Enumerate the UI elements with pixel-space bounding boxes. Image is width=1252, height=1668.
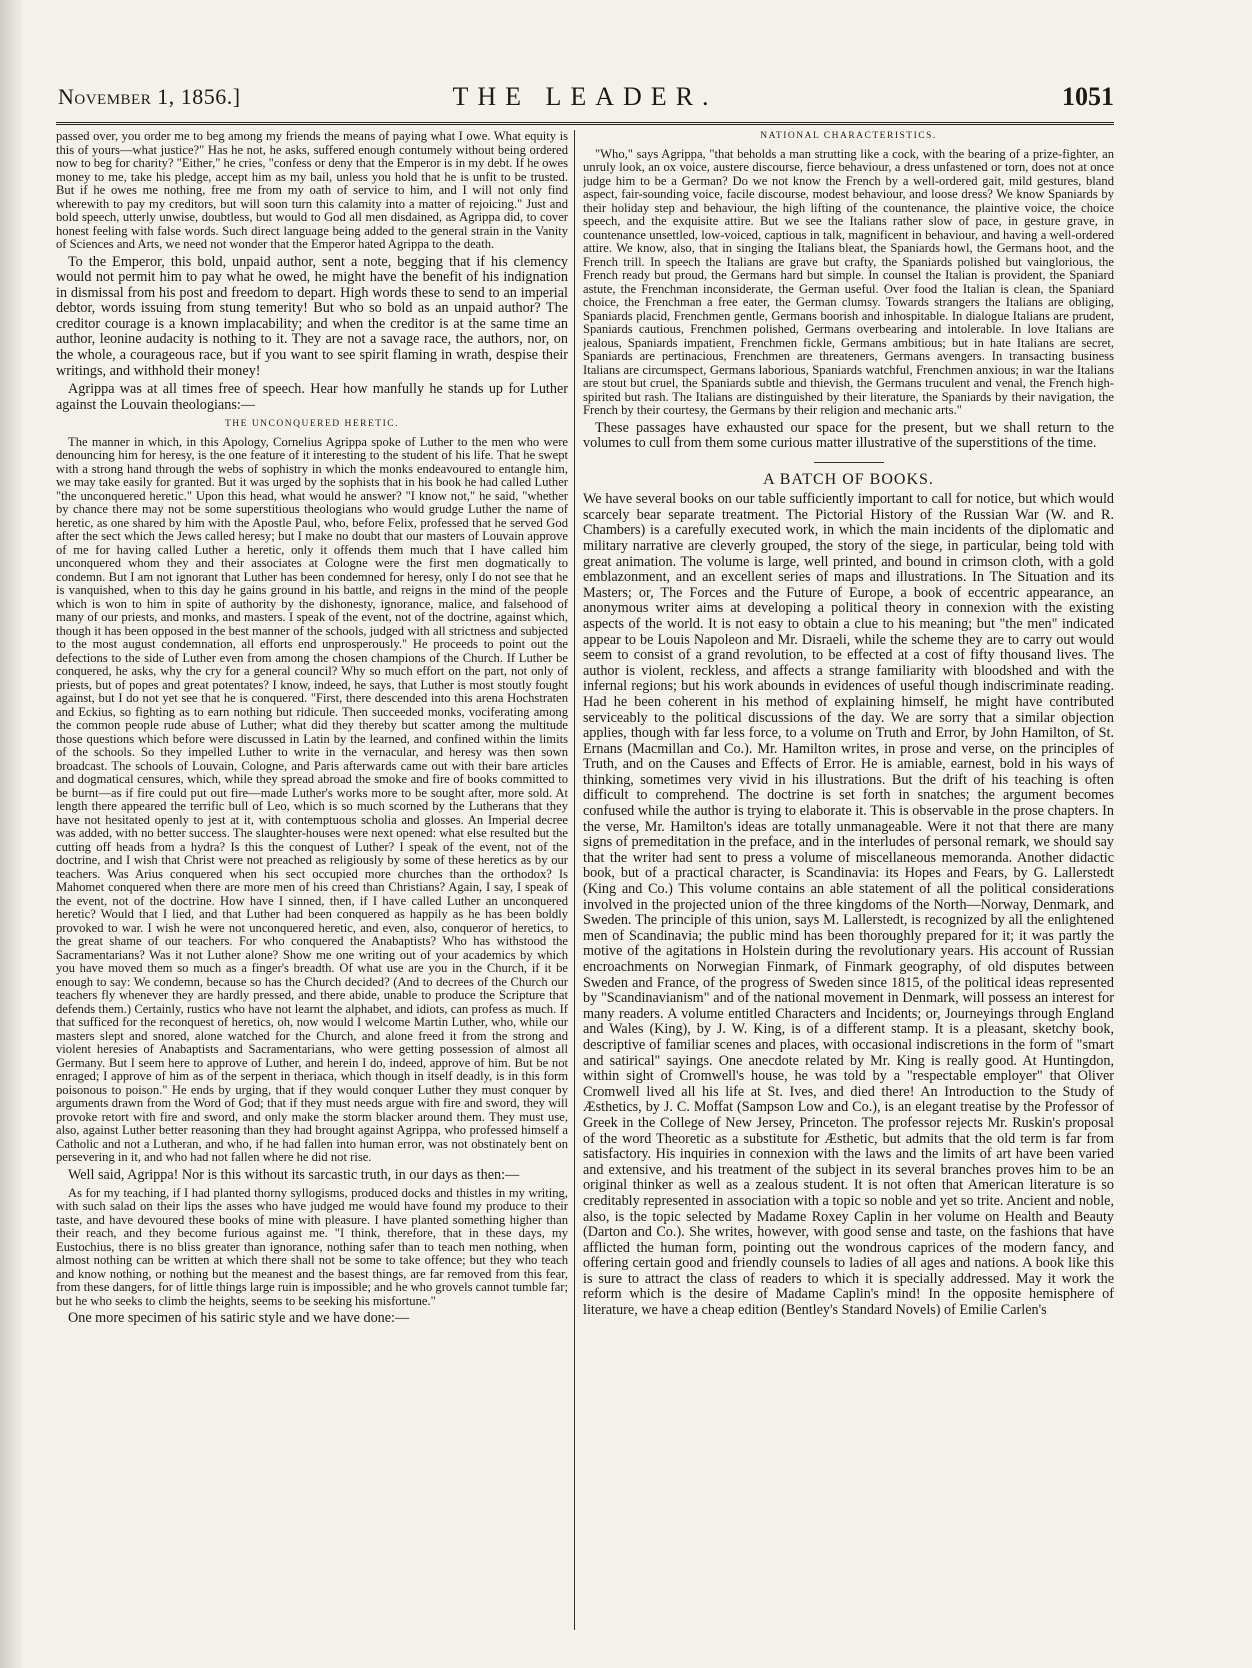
page-number: 1051 (1062, 82, 1114, 111)
paragraph: passed over, you order me to beg among my friends the means of paying what I owe. What equity is this of yours—what justice?" Has he not, he asks, suffered enough contumely without being ordered now to beg for charity? "Either," he cries, "confess or deny that the Emperor is in my debt. If he owes money to me, take his pledge, accept him as my bail, unless you hold that he is unfit to be trusted. But if he owes me nothing, free me from my oath of service to him, and I will not only find wherewith to pay my creditors, but will soon turn this calamity into a matter of rejoicing." Just and bold speech, utterly unwise, doubtless, but would to God all men disdained, as Agrippa did, to cover honest feeling with false words. Such direct language being added to the general strain in the Vanity of Sciences and Arts, we need not wonder that the Emperor hated Agrippa to the death. (56, 130, 568, 251)
subheading: THE UNCONQUERED HERETIC. (224, 419, 399, 430)
section-divider (814, 462, 884, 463)
right-column (583, 130, 1114, 1630)
paragraph: "Who," says Agrippa, "that beholds a man strutting like a cock, with the bearing of a prize-fighter, an unruly look, an ox voice, austere discourse, fierce behaviour, a dress unfastened or torn, does not at once judge him to be a German? Do we not know the French by a well-ordered gait, mild gestures, bland aspect, fair-sounding voice, facile discourse, modest behaviour, and loose dress? We know Spaniards by their holiday step and behaviour, the high lifting of the countenance, the plaintive voice, the choice speech, and the exquisite attire. But we see the Italians rather slow of pace, in gesture grave, in countenance unsettled, low-voiced, captious in talk, magnificent in behaviour, and having a well-ordered attire. We know, also, that in singing the Italians bleat, the Spaniards howl, the Germans hoot, and the French trill. In speech the Italians are grave but crafty, the Spaniards polished but vainglorious, the French ready but proud, the Germans hard but simple. In counsel the Italian is provident, the Spaniard astute, the Frenchman inconsiderate, the German useful. Over food the Italian is clean, the Spaniard choice, the Frenchman a free eater, the German clumsy. Towards strangers the Italians are obliging, Spaniards placid, Frenchmen gentle, Germans boorish and inhospitable. In dialogue Italians are prudent, Spaniards cautious, Frenchmen polished, Germans overbearing and intolerable. In love Italians are jealous, Spaniards impatient, Frenchmen fickle, Germans ambitious; but in hate Italians are secret, Spaniards are pertinacious, Frenchmen are threateners, Germans avengers. In transacting business Italians are circumspect, Germans laborious, Spaniards watchful, Frenchmen anxious; in war the Italians are stout but cruel, the Spaniards subtle and thievish, the Germans truculent and venal, the French high-spirited but rash. The Italians are distinguished by their literature, the Spaniards by their navigation, the French by their courtesy, the Germans by their religion and mechanic arts." (583, 146, 1114, 417)
left-column (56, 130, 568, 1630)
column-divider (574, 130, 575, 1630)
subheading: NATIONAL CHARACTERISTICS. (760, 131, 937, 141)
paragraph: One more specimen of his satiric style and we have done:— (68, 1310, 410, 1327)
section-title: A BATCH OF BOOKS. (763, 470, 934, 488)
paragraph: These passages have exhausted our space for the present, but we shall return to the volumes to cull from them some curious matter illustrative of the superstitions of the time. (583, 419, 1114, 452)
paragraph: We have several books on our table sufficiently important to call for notice, but which would scarcely bear separate treatment. The Pictorial History of the Russian War (W. and R. Chambers) is a carefully executed work, in which the main incidents of the diplomatic and military narrative are cleverly grouped, the story of the siege, in particular, being told with great animation. The volume is large, well printed, and bound in crimson cloth, with a gold emblazonment, and an excellent series of maps and illustrations. In The Situation and its Masters; or, The Forces and the Future of Europe, a book of eccentric appearance, an anonymous writer aims at developing a political theory in connexion with the existing aspects of the world. It is not easy to obtain a clue to his meaning; but "the men" indicated appear to be Louis Napoleon and Mr. Disraeli, while the scheme they are to carry out would seem to consist of a grand revolution, to be effected at a cost of fifty thousand lives. The author is violent, reckless, and affects a strange familiarity with bloodshed and with the infernal regions; but his work abounds in evidences of useful though indiscriminate reading. Had he been coherent in his method of explaining himself, he might have contributed serviceably to the political discussions of the day. We are sorry that a similar objection applies, though with far less force, to a volume on Truth and Error, by John Hamilton, of St. Ernans (Macmillan and Co.). Mr. Hamilton writes, in prose and verse, on the principles of Truth, and on the Causes and Effects of Error. He is amiable, earnest, bold in his ways of thinking, sometimes very vivid in his illustrations. But the drift of his teaching is often difficult to comprehend. The doctrine is set forth in snatches; the argument becomes confused while the author is trying to elaborate it. This is observable in the prose chapters. In the verse, Mr. Hamilton's ideas are totally unmanageable. Were it not that there are many signs of premeditation in the preface, and in the interludes of personal remark, we should say that the writer had sent to press a volume of miscellaneous memoranda. Another didactic book, but of a practical character, is Scandinavia: its Hopes and Fears, by G. Lallerstedt (King and Co.) This volume contains an able statement of all the political considerations involved in the projected union of the three kingdoms of the North—Norway, Denmark, and Sweden. The principle of this union, says M. Lallerstedt, is recognized by all the enlightened men of Scandinavia; the public mind has been thoroughly prepared for it; it was partly the motive of the agitations in Holstein during the revolutionary years. His account of Russian encroachments on Norwegian Finmark, of Finmark geography, of old disputes between Sweden and France, of the progress of Sweden since 1815, of the political ideas represented by "Scandinavianism" and of the national movement in Denmark, will possess an interest for many readers. A volume entitled Characters and Incidents; or, Journeyings through England and Wales (King), by J. W. King, is of a different stamp. It is a pleasant, sketchy book, descriptive of familiar scenes and places, with occasional indiscretions in the form of "smart and satirical" sayings. One anecdote related by Mr. King is really good. At Huntingdon, within sight of Cromwell's house, he was told by a "respectable employer" that Oliver Cromwell lived all his life at St. Ives, and died there! An Introduction to the Study of Æsthetics, by J. C. Moffat (Sampson Low and Co.), is an elegant treatise by the Professor of Greek in the College of New Jersey, Princeton. The professor rejects Mr. Ruskin's proposal of the word Theoretic as a substitute for Æsthetic, but admits that the old term is far from satisfactory. His inquiries in connexion with the laws and the limits of art have been varied and extensive, and his treatment of the subject in its several branches proves him to be an original thinker as well as a zealous student. It is not often that American literature is so creditably represented in association with a topic so noble and yet so trite. Ancient and noble, also, is the topic selected by Madame Roxey Caplin in her volume on Health and Beauty (Darton and Co.). She writes, however, with good sense and taste, on the fashions that have afflicted the human form, pointing out the wondrous caprices of the modern fancy, and offering certain good and friendly counsels to ladies of all ages and nations. A book like this is sure to attract the class of readers to which it is specially addressed. May it work the reform which is the desire of Madame Caplin's mind! In the opposite hemisphere of literature, we have a cheap edition (Bentley's Standard Novels) of Emilie Carlen's (583, 491, 1114, 1319)
paragraph: As for my teaching, if I had planted thorny syllogisms, produced docks and thistles in my writing, with such salad on their lips the asses who have judged me would have found my produce to their taste, and have devoured these books of mine with pleasure. I have planted something higher than their reach, and they become furious against me. "I think, therefore, that in these days, my Eustochius, there is no bliss greater than ignorance, nothing safer than to teach men nothing, when almost nothing can be written at which there shall not be some to take offence; but they who teach and know nothing, or nothing but the meanest and the basest things, are far removed from this fear, from these dangers, for of little things large ruin is impossible; and he who grovels cannot tumble far; but he who seeks to climb the heights, seems to be seeking his misfortune." (56, 1185, 568, 1308)
issue-date: November 1, 1856.] (58, 84, 241, 109)
paragraph: Agrippa was at all times free of speech. Hear how manfully he stands up for Luther against the Louvain theologians:— (56, 381, 568, 413)
page-header (56, 78, 1114, 125)
paragraph: To the Emperor, this bold, unpaid author, sent a note, begging that if his clemency would not permit him to pay what he owed, he might have the benefit of his indignation in dismissal from his post and freedom to depart. High words these to send to an imperial debtor, words issuing from stung temerity! But who so bold as an unpaid author? The creditor courage is a known implacability; and when the creditor is at the same time an author, leonine audacity is nothing to it. They are not a savage race, the authors, nor, on the whole, a courageous race, but if you want to see spirit flaming in wrath, despise their writings, and withhold their money! (56, 253, 568, 379)
masthead-title: THE LEADER. (452, 82, 718, 111)
paragraph: Well said, Agrippa! Nor is this without its sarcastic truth, in our days as then:— (68, 1166, 520, 1183)
paragraph: The manner in which, in this Apology, Cornelius Agrippa spoke of Luther to the men who were denouncing him for heresy, is the one feature of it interesting to the student of his life. That he swept with a strong hand through the webs of sophistry in which the monks endeavoured to entangle him, we may take easily for granted. But it was urged by the sophists that in his book he had called Luther "the unconquered heretic." Upon this head, what would he answer? "I know not," he said, "whether by chance there may not be some superstitious theologians who would grudge Luther the name of heretic, as one shared by him with the Apostle Paul, who, before Felix, professed that he served God after the sect which the Jews called heresy; but I make no doubt that our masters of Louvain approve of me for having called Luther a heretic, only it offends them much that I have called him unconquered whom they and their associates at Cologne were the first men dogmatically to condemn. But I am not ignorant that Luther has been condemned for heresy, only I do not see that he is vanquished, when to this day he gains ground in his battle, and reigns in the mind of the people which is won to him in spite of authority by the dishonesty, ignorance, malice, and falsehood of many of our priests, and monks, and masters. I speak of the event, not of the doctrine, against which, though it has been opposed in the best manner of the schools, judged with all strictness and subjected to the most august condemnation, all efforts end unprosperously." He proceeds to point out the defections to the side of Luther even from among the chosen champions of the Church. If Luther be conquered, he asks, why the cry for a general council? Why so much effort on the part, not only of priests, but of popes and great potentates? I know, indeed, he says, that Luther is most stoutly fought against, but I do not yet see that he is conquered. "First, there descended into this arena Hochstraten and Eckius, so fighting as to earn nothing but ridicule. Then succeeded monks, vociferating among the common people rude abuse of Luther; what did they thereby but scatter among the multitude those questions which before were discussed in Latin by the learned, and confined within the limits of the schools. So they impelled Luther to write in the vernacular, and heresy was then sown broadcast. The schools of Louvain, Cologne, and Paris afterwards came out with their bare articles and dogmatical censures, which, while they spread abroad the smoke and fire of books committed to be burnt—as if fire could put out fire—made Luther's works more to be sought after, more sold. At length there appeared the terrific bull of Leo, which is so much scorned by the Lutherans that they have not hesitated openly to jest at it, with contemptuous scholia and glosses. An Imperial decree was added, with no better success. The slaughter-houses were next opened: what else resulted but the cutting off heads from a hydra? Is this the conquest of Luther? I speak of the event, not of the doctrine, and I wish that Christ were not preached as religiously by some of these heretics as by our teachers. Was Arius conquered when his sect occupied more churches than the orthodox? Is Mahomet conquered when there are more men of his creed than Christians? Again, I say, I speak of the event, not of the doctrine. How have I sinned, then, if I have called Luther an unconquered heretic? Would that I lied, and that Luther had been conquered as happily as he has been boldly provoked to war. I wish he were not unconquered heretic, and even, also, conqueror of heretics, to the great shame of our teachers. For who conquered the Anabaptists? Who has withstood the Sacramentarians? Was it not Luther alone? Show me one writing out of your academics by which you have moved them so much as a finger's breadth. Of what use are you in the Church, if it be enough to say: We condemn, because so has the Church decided? (And to decrees of the Church our teachers fly whenever they are hardly pressed, and there abide, unable to produce the Scripture that defends them.) Certainly, rustics who have not learnt the alphabet, and idiots, can profess as much. If that sufficed for the reconquest of heretics, oh, now would I welcome Martin Luther, who, while our masters slept and snored, alone watched for the Church, and alone freed it from the strong and violent heresies of Anabaptists and Sacramentarians, who were getting possession of almost all Germany. But I seem here to approve of Luther, and herein I do, indeed, approve of him. But be not enraged; I approve of him as of the serpent in theriaca, which though in itself deadly, is in this form poisonous to poison." He ends by urging, that if they would conquer Luther they must conquer by arguments drawn from the Word of God; that if they must needs argue with fire and sword, they will provoke retort with fire and sword, and only make the storm blacker around them. They must use, also, against Luther better reasoning than they had brought against Agrippa, who professed himself a Catholic and not a Lutheran, and who, if he had fallen into human error, was not obstinately bent on persevering in it, and who had not fallen where he did not rise. (56, 434, 568, 1165)
newspaper-page (56, 78, 1114, 1638)
page-edge-shadow (0, 0, 22, 1668)
